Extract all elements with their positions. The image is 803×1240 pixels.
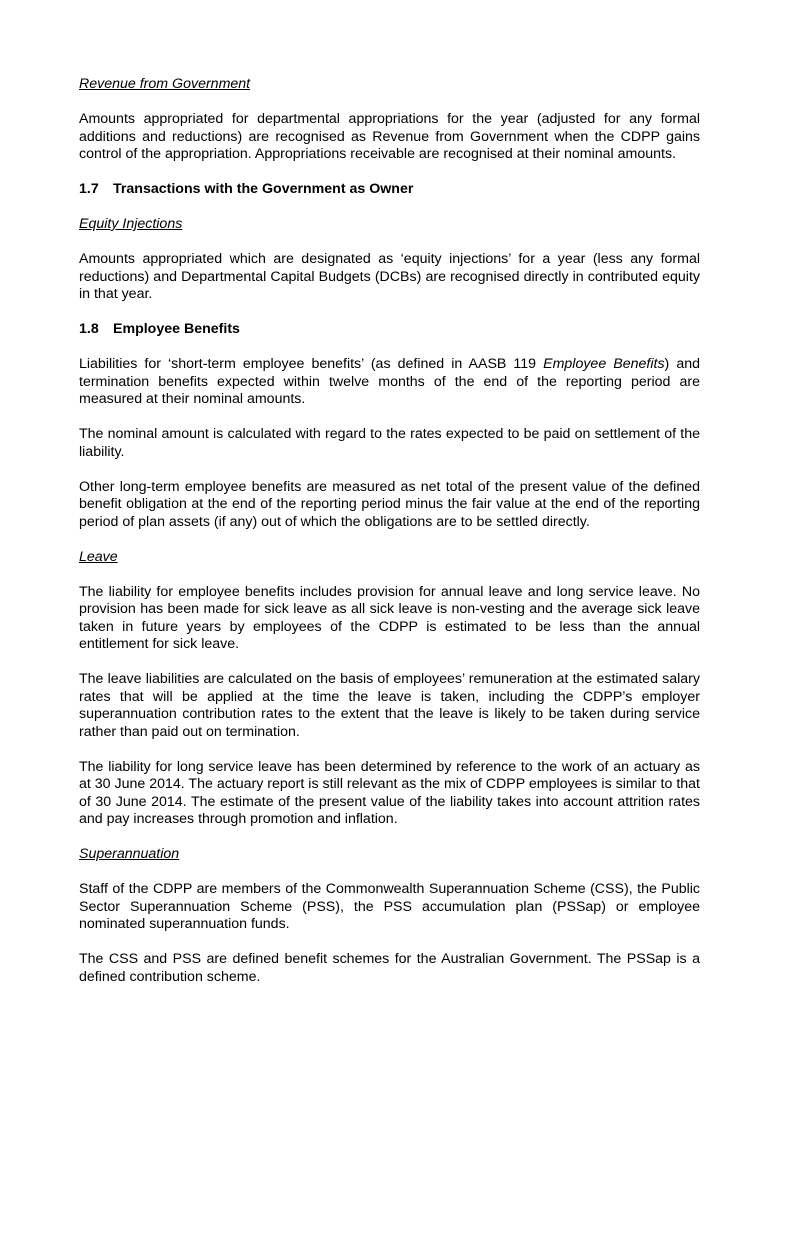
paragraph-superannuation-1: Staff of the CDPP are members of the Commonwealth Superannuation Scheme (CSS), the Public Sector Superannuation Scheme (PSS), the PSS accumulation plan (PSSap) or employee nominated superannuation funds. bbox=[79, 881, 700, 932]
paragraph-equity: Amounts appropriated which are designated as ‘equity injections’ for a year (less any formal reductions) and Departmental Capital Budgets (DCBs) are recognised directly in contributed equity in that year. bbox=[79, 251, 700, 302]
section-heading-1-8 bbox=[79, 321, 700, 339]
section-number: 1.8 bbox=[79, 321, 99, 337]
text-run: Liabilities for ‘short-term employee benefits’ (as defined in AASB 119 bbox=[79, 356, 544, 372]
subheading-leave: Leave bbox=[79, 548, 118, 565]
section-title: Employee Benefits bbox=[113, 321, 240, 337]
paragraph-leave-1: The liability for employee benefits includes provision for annual leave and long service leave. No provision has been made for sick leave as all sick leave is non-vesting and the average sick leave taken in future years by employees of the CDPP is estimated to be less than the annual entitlement for sick leave. bbox=[79, 583, 700, 652]
paragraph-employee-benefits-1 bbox=[79, 356, 700, 409]
subheading-equity-injections: Equity Injections bbox=[79, 216, 183, 232]
paragraph-leave-2: The leave liabilities are calculated on the basis of employees’ remuneration at the estimated salary rates that will be applied at the time the leave is taken, including the CDPP’s employer superannuation contribution rates to the extent that the leave is likely to be taken during service rather than paid out on termination. bbox=[79, 671, 700, 740]
text-run-italic: Employee Benefits bbox=[543, 356, 665, 372]
subheading-superannuation: Superannuation bbox=[79, 846, 180, 862]
section-number: 1.7 bbox=[79, 181, 99, 197]
paragraph-employee-benefits-3: Other long-term employee benefits are measured as net total of the present value of the defined benefit obligation at the end of the reporting period minus the fair value at the end of the reporting period of plan assets (if any) out of which the obligations are to be settled directly. bbox=[79, 478, 700, 530]
paragraph-revenue: Amounts appropriated for departmental appropriations for the year (adjusted for any formal additions and reductions) are recognised as Revenue from Government when the CDPP gains control of the appropriation. Appropriations receivable are recognised at their nominal amounts. bbox=[79, 111, 700, 162]
subheading-revenue-from-government: Revenue from Government bbox=[79, 76, 251, 92]
text-run: ) and termination benefits expected within twelve months of the end of the reporting period are measured at their nominal amounts. bbox=[79, 356, 701, 407]
paragraph-leave-3: The liability for long service leave has been determined by reference to the work of an actuary as at 30 June 2014. The actuary report is still relevant as the mix of CDPP employees is similar to that of 30 June 2014. The estimate of the present value of the liability takes into account attrition rates and pay increases through promotion and inflation. bbox=[79, 758, 700, 827]
paragraph-superannuation-2: The CSS and PSS are defined benefit schemes for the Australian Government. The PSSap is a defined contribution scheme. bbox=[79, 951, 700, 985]
section-heading-1-7 bbox=[79, 181, 700, 199]
paragraph-employee-benefits-2: The nominal amount is calculated with regard to the rates expected to be paid on settlement of the liability. bbox=[79, 426, 700, 460]
section-title: Transactions with the Government as Owner bbox=[113, 181, 414, 197]
document-page bbox=[79, 76, 700, 1004]
